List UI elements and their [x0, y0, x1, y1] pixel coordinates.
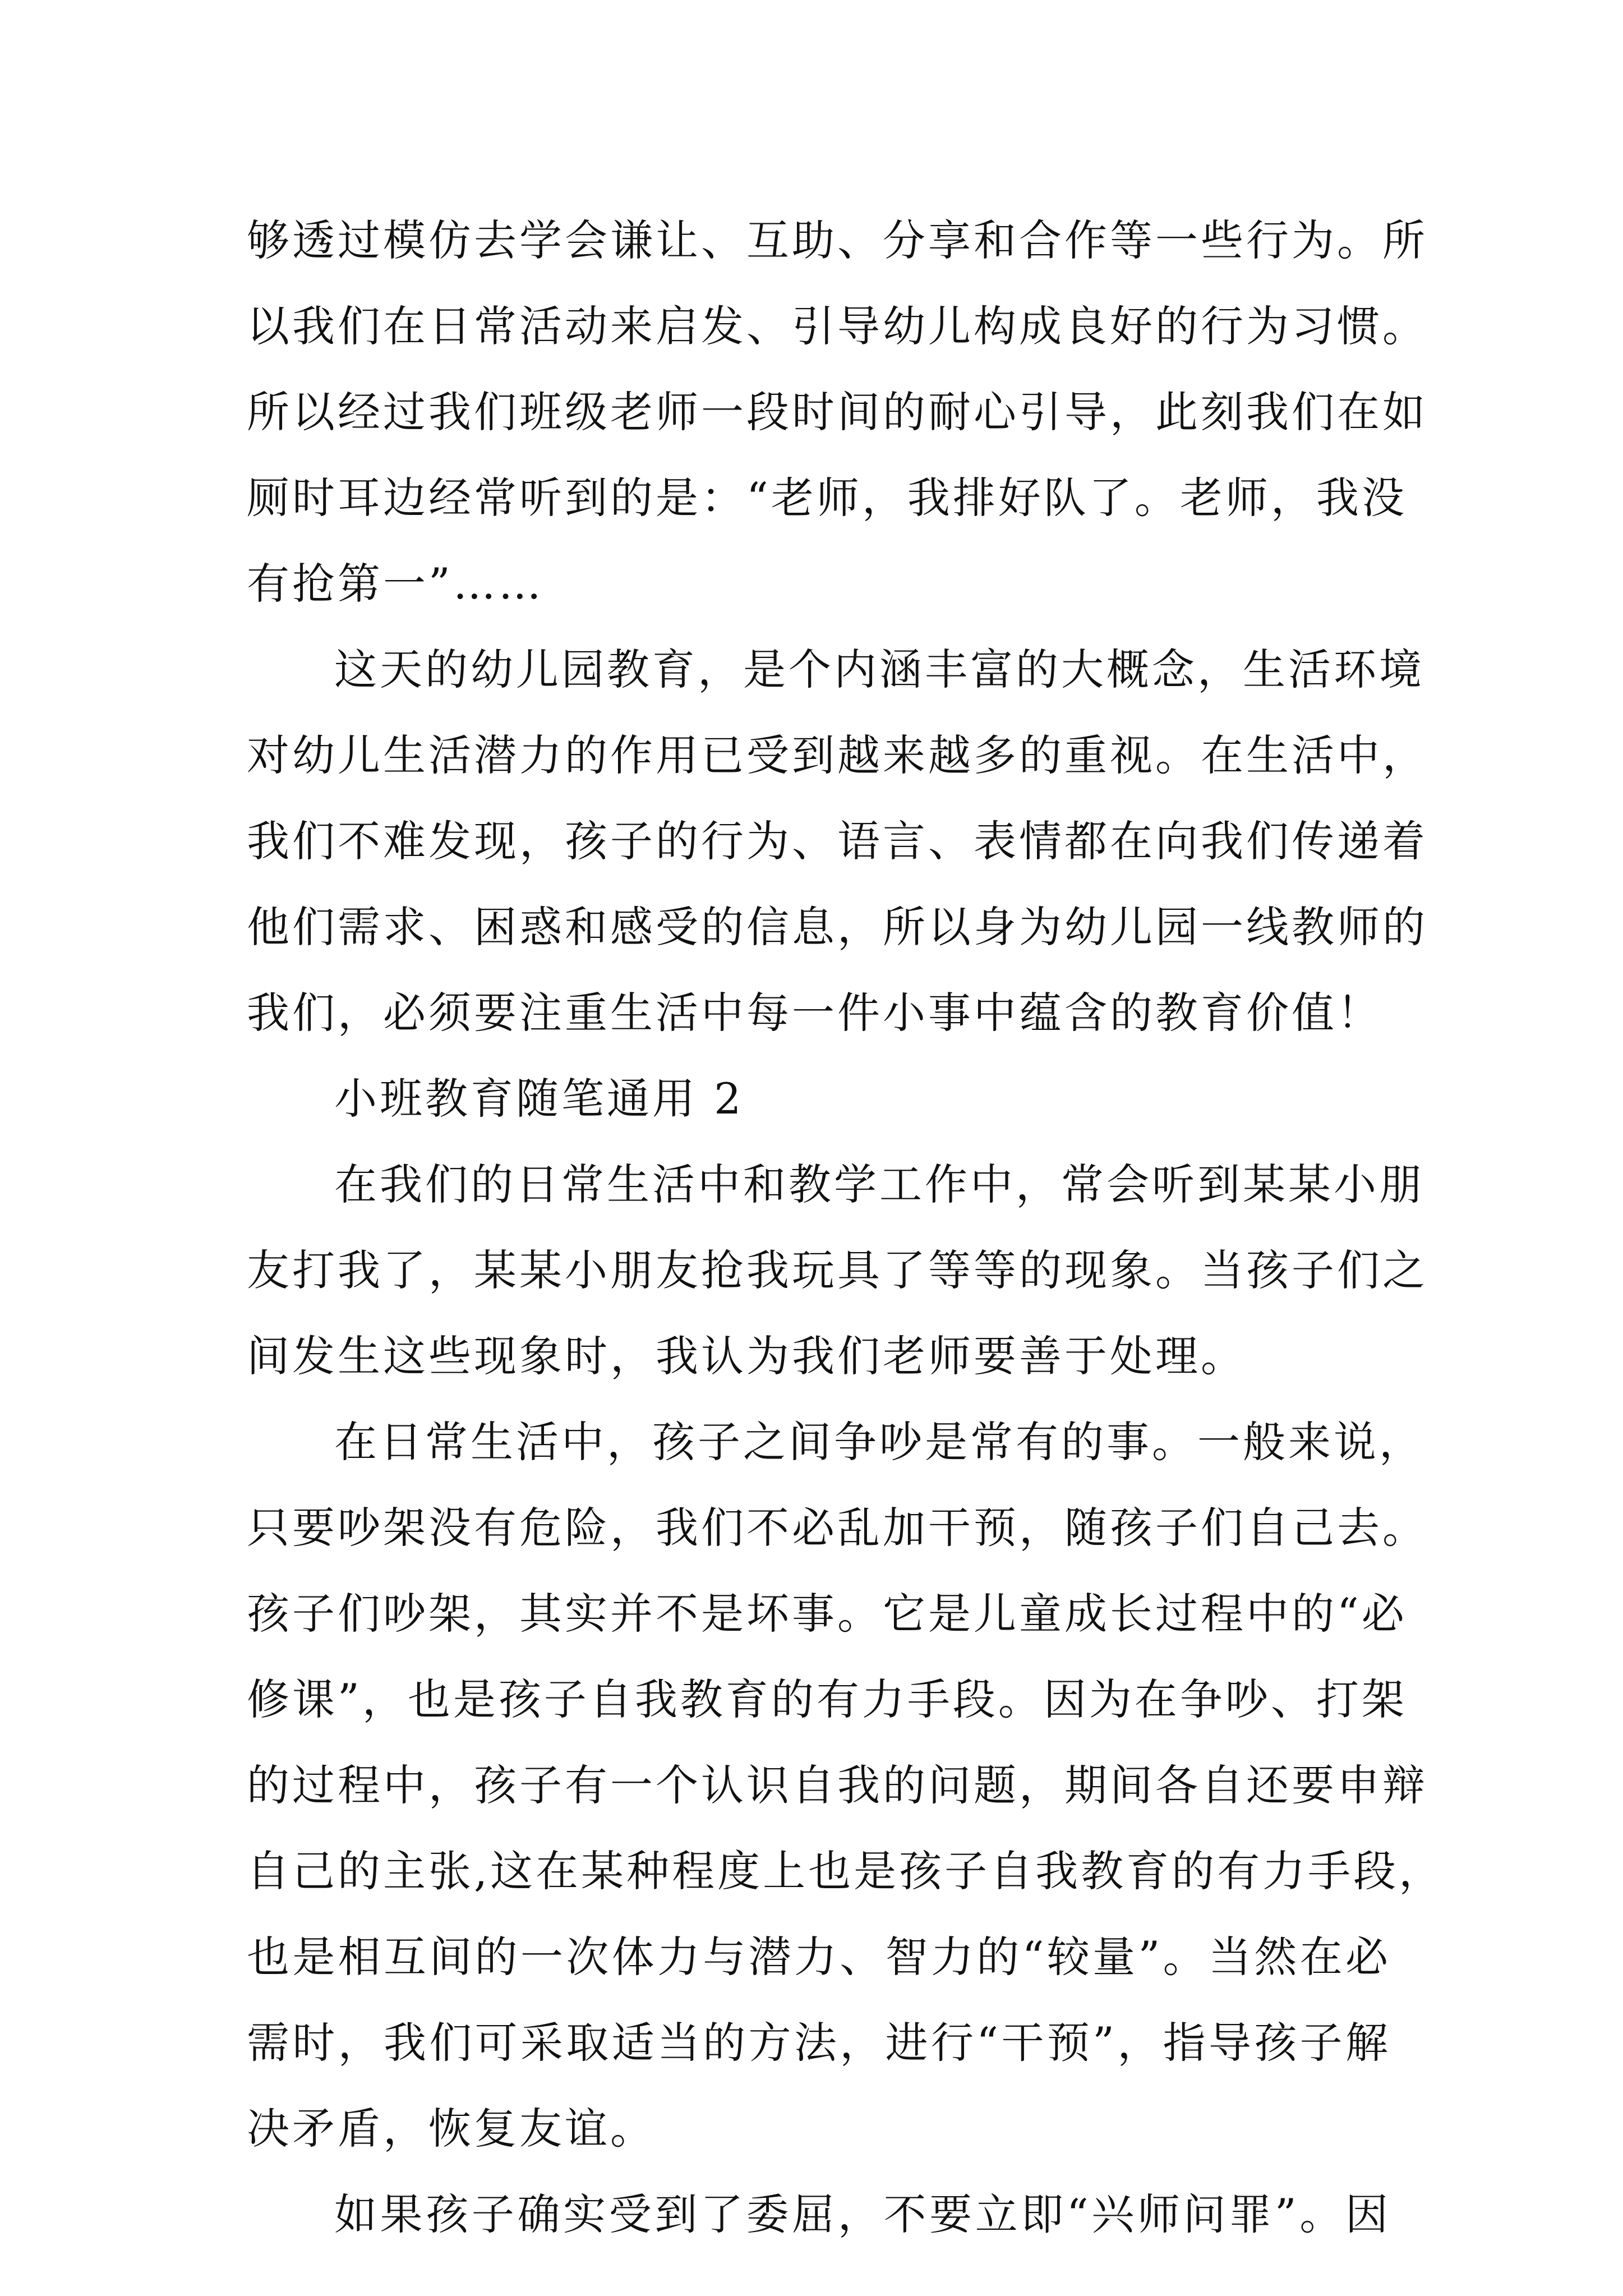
- text-line: 有抢第一”……: [247, 559, 544, 609]
- text-line: 我们不难发现，孩子的行为、语言、表情都在向我们传递着: [247, 816, 1428, 866]
- text-line: 间发生这些现象时，我认为我们老师要善于处理。: [247, 1331, 1246, 1381]
- text-line: 需时，我们可采取适当的方法，进行“干预”，指导孩子解: [247, 2018, 1391, 2068]
- paragraph-first-line: 如果孩子确实受到了委屈，不要立即“兴师问罪”。因: [334, 2189, 1391, 2239]
- text-line: 我们，必须要注重生活中每一件小事中蕴含的教育价值！: [247, 988, 1382, 1038]
- text-line: 厕时耳边经常听到的是：“老师，我排好队了。老师，我没: [247, 473, 1407, 523]
- paragraph-first-line: 在我们的日常生活中和教学工作中，常会听到某某小朋: [334, 1159, 1424, 1209]
- text-line: 所以经过我们班级老师一段时间的耐心引导，此刻我们在如: [247, 387, 1428, 437]
- text-line: 修课”，也是孩子自我教育的有力手段。因为在争吵、打架: [247, 1674, 1407, 1724]
- text-line: 够透过模仿去学会谦让、互助、分享和合作等一些行为。所: [247, 215, 1428, 265]
- text-line: 自己的主张,这在某种程度上也是孩子自我教育的有力手段，: [247, 1846, 1445, 1896]
- text-line: 友打我了，某某小朋友抢我玩具了等等的现象。当孩子们之: [247, 1245, 1428, 1295]
- text-line: 只要吵架没有危险，我们不必乱加干预，随孩子们自己去。: [247, 1503, 1428, 1553]
- paragraph-first-line: 这天的幼儿园教育，是个内涵丰富的大概念，生活环境: [334, 645, 1424, 694]
- text-line: 他们需求、困惑和感受的信息，所以身为幼儿园一线教师的: [247, 902, 1428, 952]
- paragraph-first-line: 在日常生活中，孩子之间争吵是常有的事。一般来说，: [334, 1417, 1424, 1467]
- text-line: 也是相互间的一次体力与潜力、智力的“较量”。当然在必: [247, 1932, 1391, 1982]
- section-heading: 小班教育随笔通用 2: [334, 1074, 744, 1124]
- text-line: 以我们在日常活动来启发、引导幼儿构成良好的行为习惯。: [247, 301, 1428, 351]
- text-line: 对幼儿生活潜力的作用已受到越来越多的重视。在生活中，: [247, 730, 1428, 780]
- text-line: 孩子们吵架，其实并不是坏事。它是儿童成长过程中的“必: [247, 1589, 1407, 1639]
- text-line: 的过程中，孩子有一个认识自我的问题，期间各自还要申辩: [247, 1760, 1428, 1810]
- text-line: 决矛盾，恢复友谊。: [247, 2104, 656, 2154]
